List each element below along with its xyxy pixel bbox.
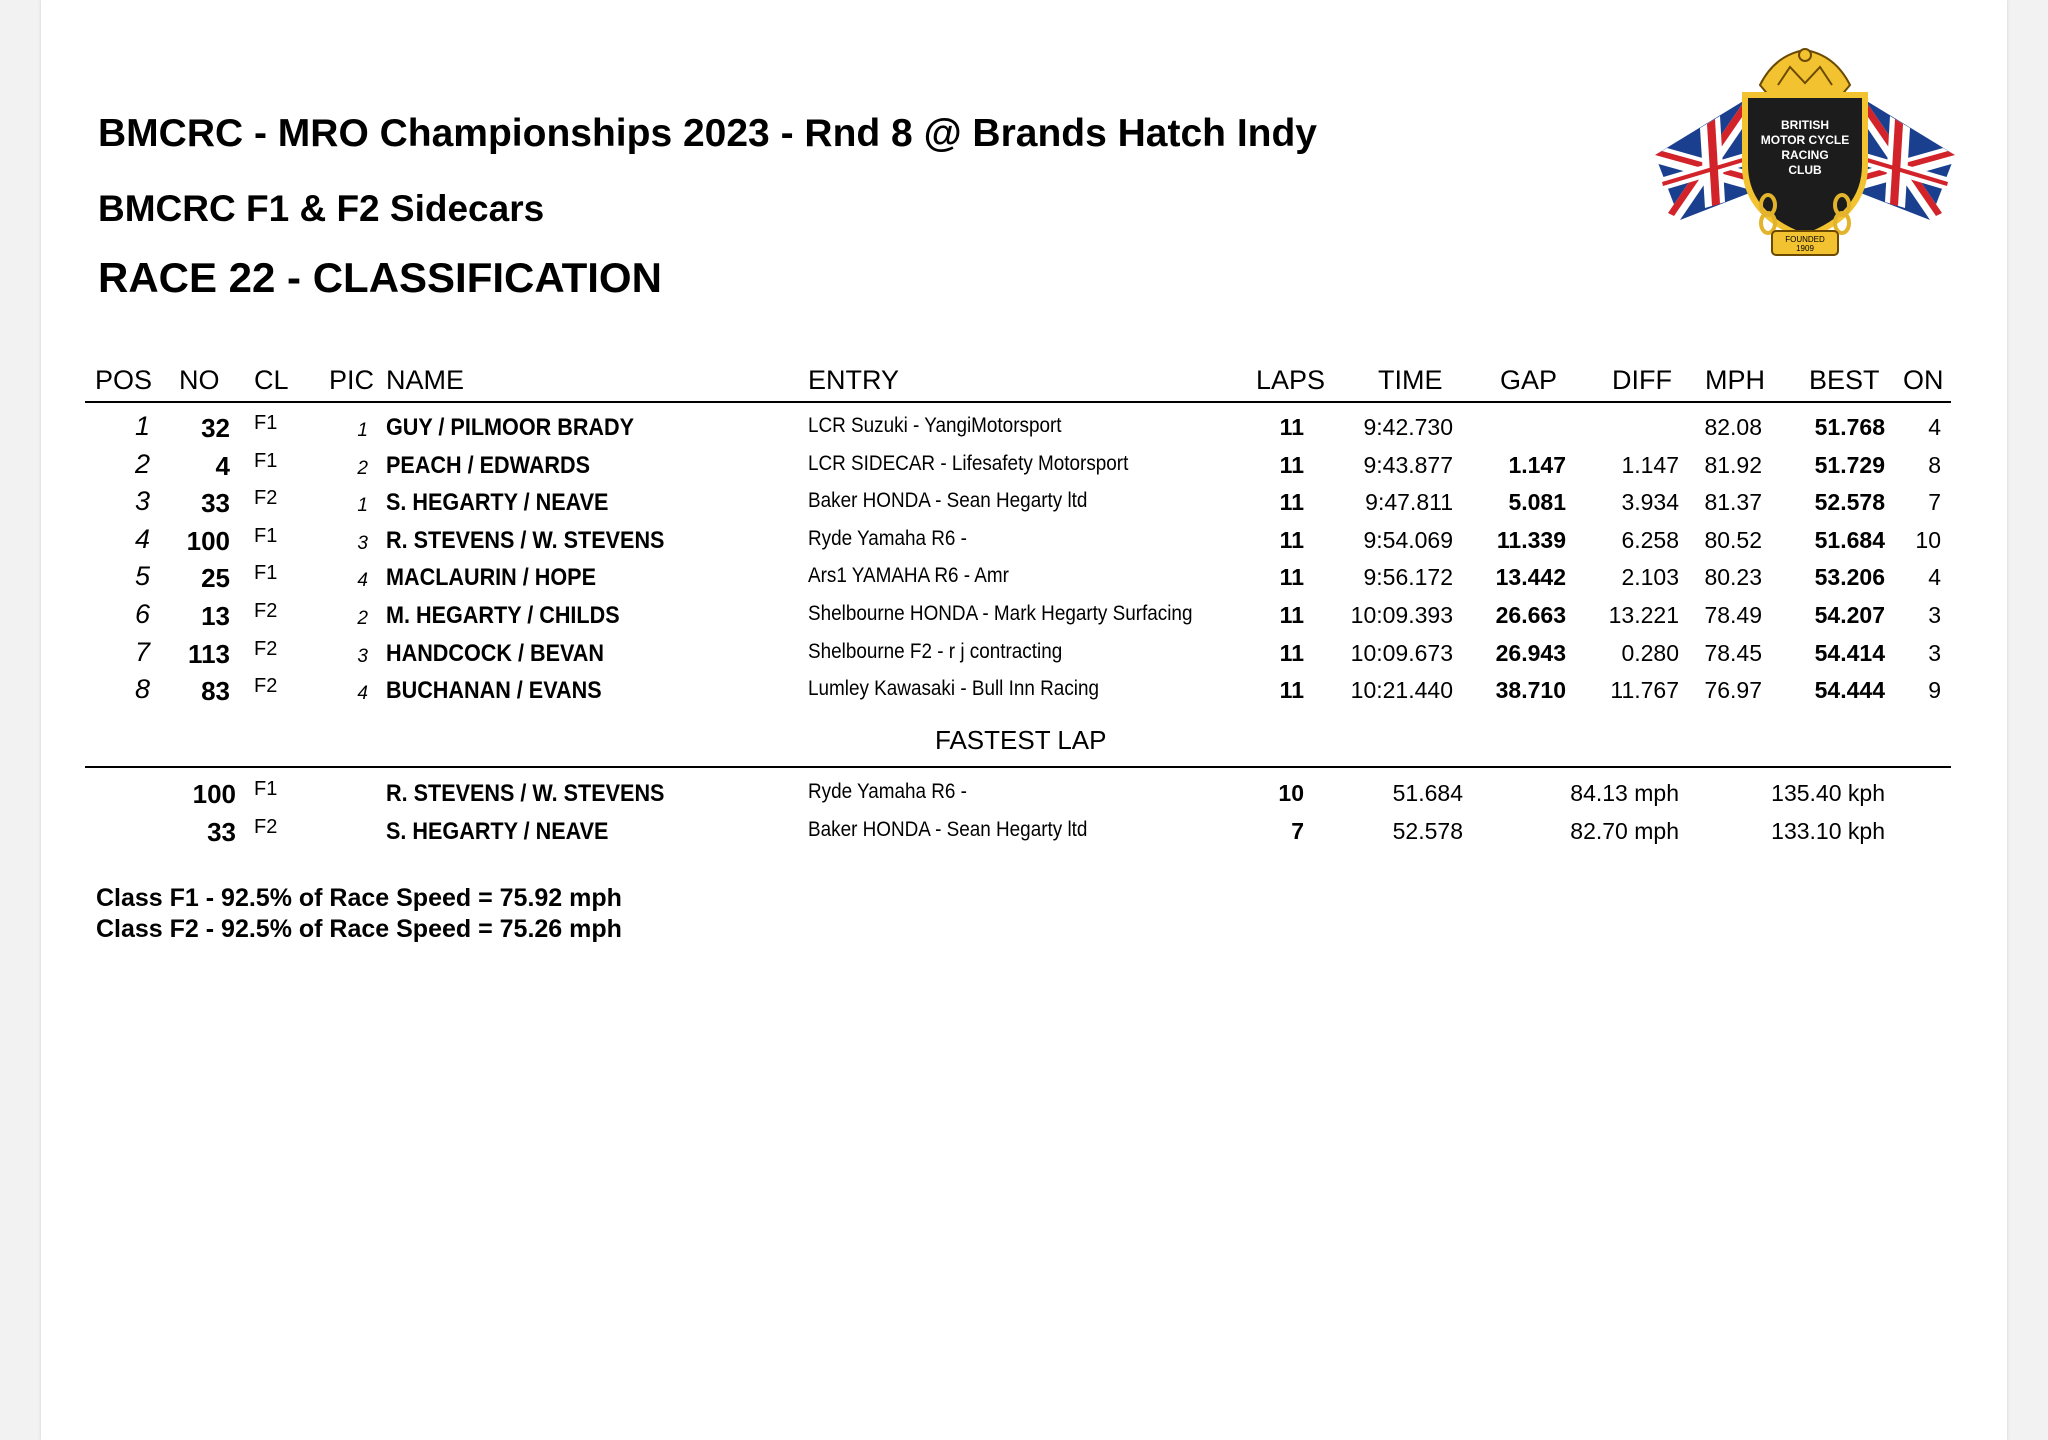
fastest-lap-cl: F2: [254, 816, 278, 838]
result-best: 54.444: [1814, 677, 1885, 704]
result-time: 10:09.673: [1350, 639, 1453, 666]
result-on: 10: [1915, 526, 1941, 553]
fastest-lap-title: FASTEST LAP: [935, 725, 1107, 755]
class-f2-speed-note: Class F2 - 92.5% of Race Speed = 75.26 mph: [96, 915, 622, 943]
result-diff: 1.147: [1621, 451, 1679, 478]
result-gap: 26.943: [1495, 639, 1566, 666]
result-mph: 80.23: [1704, 564, 1762, 591]
fastest-lap-mph: 82.70 mph: [1570, 818, 1679, 844]
logo-text-line3: RACING: [1781, 148, 1829, 162]
result-on: 8: [1928, 451, 1941, 478]
result-no: 25: [201, 563, 230, 594]
result-pos: 5: [134, 561, 150, 592]
result-gap: 1.147: [1508, 451, 1566, 478]
result-gap: 26.663: [1495, 602, 1566, 628]
col-header-time: TIME: [1378, 365, 1443, 395]
result-on: 4: [1928, 414, 1941, 440]
result-no: 33: [201, 488, 230, 519]
result-best: 53.206: [1814, 564, 1885, 591]
result-laps: 11: [1279, 602, 1304, 628]
fastest-lap-no: 100: [192, 779, 236, 809]
result-laps: 11: [1279, 451, 1304, 478]
result-cl: F2: [254, 600, 278, 622]
result-name: GUY / PILMOOR BRADY: [386, 414, 635, 441]
logo-text-line4: CLUB: [1788, 163, 1822, 177]
result-pos: 3: [134, 486, 150, 517]
result-mph: 81.37: [1704, 489, 1762, 516]
result-name: S. HEGARTY / NEAVE: [386, 489, 609, 517]
result-cl: F2: [254, 487, 278, 510]
result-pos: 2: [134, 448, 150, 479]
result-on: 3: [1928, 602, 1941, 628]
result-best: 51.768: [1814, 414, 1885, 440]
result-entry: LCR Suzuki - YangiMotorsport: [808, 414, 1062, 437]
result-time: 9:43.877: [1363, 451, 1453, 478]
result-no: 4: [215, 450, 230, 481]
crown-icon: [1760, 49, 1850, 97]
result-name: HANDCOCK / BEVAN: [386, 639, 605, 667]
result-diff: 0.280: [1621, 639, 1679, 666]
col-header-cl: CL: [254, 365, 289, 395]
fastest-lap-time: 51.684: [1392, 780, 1463, 806]
fastest-lap-name: R. STEVENS / W. STEVENS: [386, 780, 665, 807]
result-entry: LCR SIDECAR - Lifesafety Motorsport: [808, 451, 1129, 475]
result-gap: 38.710: [1495, 677, 1566, 704]
result-no: 32: [201, 413, 230, 443]
col-header-diff: DIFF: [1612, 365, 1672, 395]
result-gap: 11.339: [1496, 526, 1566, 553]
event-title: BMCRC - MRO Championships 2023 - Rnd 8 @ Brands Hatch Indy: [98, 112, 1317, 155]
result-mph: 81.92: [1704, 451, 1762, 478]
fastest-lap-time: 52.578: [1392, 818, 1463, 844]
fastest-lap-mph: 84.13 mph: [1570, 780, 1679, 806]
result-pic: 3: [357, 532, 368, 554]
result-diff: 6.258: [1621, 526, 1679, 553]
result-mph: 78.45: [1704, 639, 1762, 666]
result-name: PEACH / EDWARDS: [386, 451, 591, 479]
col-header-pos: POS: [95, 365, 153, 395]
result-mph: 76.97: [1704, 677, 1762, 704]
col-header-entry: ENTRY: [808, 365, 900, 395]
result-time: 9:54.069: [1363, 526, 1453, 553]
result-pic: 2: [357, 608, 368, 629]
bmcrc-logo: [1650, 45, 1960, 275]
result-time: 9:42.730: [1363, 414, 1453, 440]
result-best: 51.684: [1814, 526, 1885, 553]
result-name: R. STEVENS / W. STEVENS: [386, 526, 665, 554]
result-on: 3: [1928, 639, 1941, 666]
result-on: 4: [1928, 564, 1941, 591]
result-cl: F1: [254, 412, 278, 434]
result-pic: 2: [357, 457, 368, 479]
result-gap: 13.442: [1495, 564, 1566, 591]
result-diff: 13.221: [1608, 602, 1679, 628]
result-time: 9:47.811: [1365, 489, 1453, 516]
result-name: MACLAURIN / HOPE: [386, 564, 597, 592]
result-best: 51.729: [1814, 451, 1885, 478]
result-time: 9:56.172: [1363, 564, 1453, 591]
result-time: 10:09.393: [1350, 602, 1453, 628]
result-on: 7: [1928, 489, 1941, 516]
result-best: 54.414: [1814, 639, 1885, 666]
result-mph: 80.52: [1704, 526, 1762, 553]
result-diff: 11.767: [1610, 677, 1679, 704]
result-time: 10:21.440: [1350, 677, 1453, 704]
result-cl: F1: [254, 449, 278, 472]
result-mph: 82.08: [1704, 414, 1762, 440]
fastest-lap-cl: F1: [254, 778, 278, 800]
result-cl: F2: [254, 637, 278, 660]
fastest-lap-name: S. HEGARTY / NEAVE: [386, 818, 609, 845]
result-pos: 1: [134, 411, 150, 441]
result-laps: 11: [1279, 414, 1304, 440]
fastest-lap-rule: [85, 766, 1951, 768]
result-laps: 11: [1279, 677, 1304, 704]
result-pic: 1: [357, 495, 368, 517]
result-no: 83: [201, 676, 230, 707]
col-header-on: ON: [1903, 365, 1944, 395]
result-cl: F1: [254, 524, 278, 547]
logo-text-line2: MOTOR CYCLE: [1760, 133, 1850, 147]
col-header-pic: PIC: [329, 365, 375, 395]
result-on: 9: [1928, 677, 1941, 704]
fastest-lap-kph: 135.40 kph: [1771, 780, 1885, 806]
col-header-laps: LAPS: [1256, 365, 1326, 395]
result-entry: Shelbourne F2 - r j contracting: [808, 639, 1063, 663]
result-name: BUCHANAN / EVANS: [386, 677, 602, 705]
result-entry: Ryde Yamaha R6 -: [808, 526, 967, 550]
result-pic: 4: [357, 683, 368, 705]
col-header-no: NO: [179, 365, 220, 395]
fastest-lap-kph: 133.10 kph: [1771, 818, 1885, 844]
result-best: 54.207: [1814, 602, 1885, 628]
col-header-name: NAME: [386, 365, 465, 395]
col-header-mph: MPH: [1705, 365, 1765, 395]
result-pic: 1: [357, 420, 368, 441]
result-laps: 11: [1279, 526, 1304, 553]
race-title: RACE 22 - CLASSIFICATION: [98, 254, 662, 301]
result-no: 100: [186, 525, 230, 556]
header-rule: [85, 401, 1951, 403]
result-best: 52.578: [1814, 489, 1885, 516]
result-pos: 6: [134, 599, 150, 629]
result-pic: 3: [357, 645, 368, 667]
fastest-lap-entry: Ryde Yamaha R6 -: [808, 780, 967, 803]
result-no: 113: [188, 638, 230, 669]
fastest-lap-lap: 10: [1278, 780, 1304, 806]
result-cl: F2: [254, 675, 278, 698]
result-pos: 4: [134, 523, 150, 554]
result-pos: 7: [134, 636, 150, 667]
result-entry: Ars1 YAMAHA R6 - Amr: [808, 564, 1009, 588]
logo-text-line1: BRITISH: [1781, 118, 1829, 132]
class-f1-speed-note: Class F1 - 92.5% of Race Speed = 75.92 mph: [96, 884, 622, 912]
result-no: 13: [201, 601, 230, 631]
result-entry: Shelbourne HONDA - Mark Hegarty Surfacing: [808, 602, 1193, 625]
result-diff: 3.934: [1621, 489, 1679, 516]
result-laps: 11: [1279, 489, 1304, 516]
result-entry: Baker HONDA - Sean Hegarty ltd: [808, 489, 1088, 513]
result-laps: 11: [1279, 564, 1304, 591]
fastest-lap-entry: Baker HONDA - Sean Hegarty ltd: [808, 818, 1088, 841]
fastest-lap-no: 33: [207, 817, 236, 847]
result-cl: F1: [254, 562, 278, 585]
logo-founded-text: FOUNDED: [1785, 235, 1825, 244]
result-pos: 8: [134, 674, 150, 705]
class-title: BMCRC F1 & F2 Sidecars: [98, 188, 545, 229]
result-mph: 78.49: [1704, 602, 1762, 628]
logo-year-text: 1909: [1796, 244, 1814, 253]
result-entry: Lumley Kawasaki - Bull Inn Racing: [808, 677, 1099, 701]
result-laps: 11: [1279, 639, 1304, 666]
col-header-gap: GAP: [1500, 365, 1558, 395]
result-diff: 2.103: [1621, 564, 1679, 591]
col-header-best: BEST: [1809, 365, 1880, 395]
fastest-lap-lap: 7: [1291, 818, 1304, 844]
result-pic: 4: [357, 570, 368, 592]
result-gap: 5.081: [1508, 489, 1566, 516]
result-name: M. HEGARTY / CHILDS: [386, 602, 620, 629]
